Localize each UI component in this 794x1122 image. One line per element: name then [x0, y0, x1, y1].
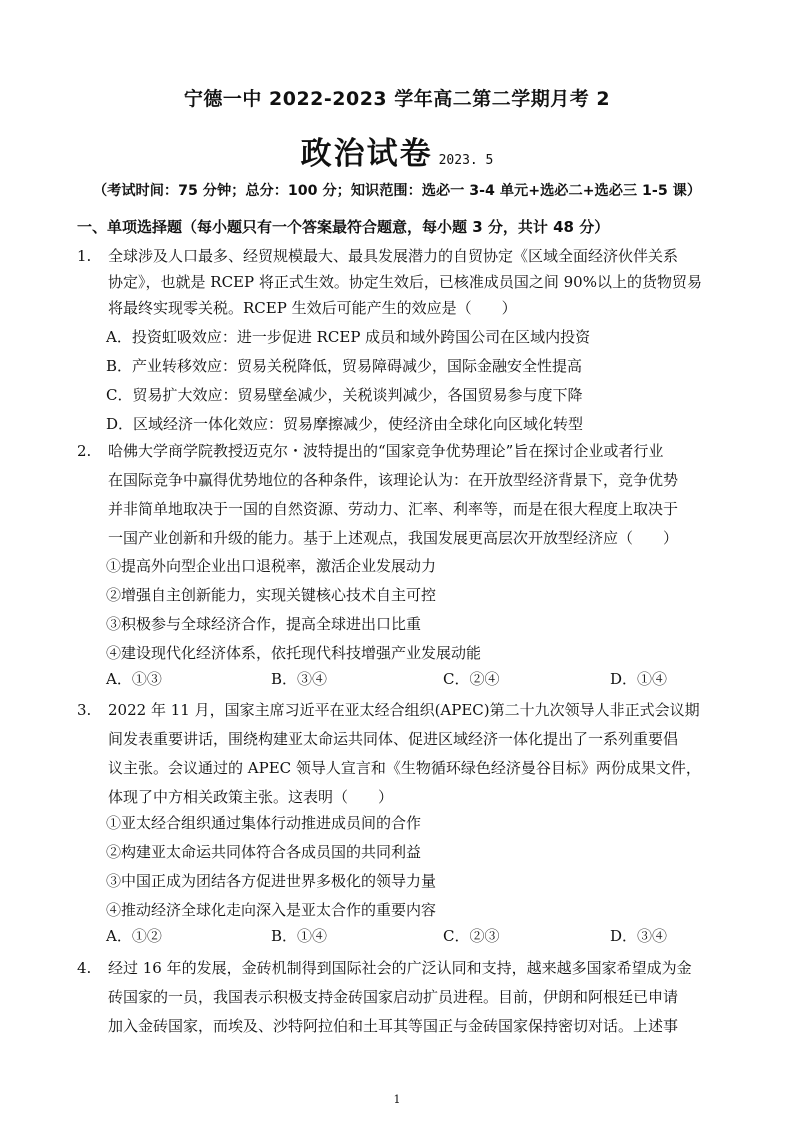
statement-2: ②构建亚太命运共同体符合各成员国的共同利益 — [106, 843, 422, 861]
statement-4: ④推动经济全球化走向深入是亚太合作的重要内容 — [106, 901, 437, 919]
option-c: C．贸易扩大效应：贸易壁垒减少，关税谈判减少，各国贸易参与度下降 — [106, 386, 583, 404]
choice-c: C．②③ — [443, 927, 500, 945]
question-number: 3. — [77, 701, 92, 719]
statement-4: ④建设现代化经济体系，依托现代科技增强产业发展动能 — [106, 644, 482, 662]
question-text-line: 在国际竞争中赢得优势地位的各种条件，该理论认为：在开放型经济背景下，竞争优势 — [108, 471, 679, 489]
statement-3: ③中国正成为团结各方促进世界多极化的领导力量 — [106, 872, 437, 890]
choice-b: B．①④ — [271, 927, 328, 945]
option-d: D．区域经济一体化效应：贸易摩擦减少，使经济由全球化向区域化转型 — [106, 415, 584, 433]
question-number: 1. — [77, 247, 92, 265]
choice-c: C．②④ — [443, 670, 500, 688]
choice-b: B．③④ — [271, 670, 328, 688]
exam-title-school: 宁德一中 2022-2023 学年高二第二学期月考 2 — [183, 88, 611, 110]
question-text-line: 全球涉及人口最多、经贸规模最大、最具发展潜力的自贸协定《区域全面经济伙伴关系 — [108, 247, 679, 265]
question-text-line: 并非简单地取决于一国的自然资源、劳动力、汇率、利率等，而是在很大程度上取决于 — [108, 500, 679, 518]
exam-title — [0, 128, 794, 173]
statement-1: ①提高外向型企业出口退税率，激活企业发展动力 — [106, 557, 437, 575]
exam-subject-title: 政治试卷 — [300, 136, 433, 172]
statement-2: ②增强自主创新能力，实现关键核心技术自主可控 — [106, 586, 437, 604]
question-text-line: 协定》，也就是 RCEP 将正式生效。协定生效后，已核准成员国之间 90%以上的货物贸易 — [108, 273, 702, 291]
question-text-line: 体现了中方相关政策主张。这表明（ ） — [108, 788, 394, 806]
statement-3: ③积极参与全球经济合作，提高全球进出口比重 — [106, 615, 422, 633]
option-b: B．产业转移效应：贸易关税降低，贸易障碍减少，国际金融安全性提高 — [106, 357, 583, 375]
question-text-line: 间发表重要讲话，围绕构建亚太命运共同体、促进区域经济一体化提出了一系列重要倡 — [108, 730, 679, 748]
question-text-line: 经过 16 年的发展，金砖机制得到国际社会的广泛认同和支持，越来越多国家希望成为金 — [108, 959, 692, 977]
question-text-line: 哈佛大学商学院教授迈克尔・波特提出的“国家竞争优势理论”旨在探讨企业或者行业 — [108, 442, 664, 460]
question-text-line: 一国产业创新和升级的能力。基于上述观点，我国发展更高层次开放型经济应（ ） — [108, 529, 679, 547]
choice-a: A．①② — [106, 927, 162, 945]
page-number: 1 — [393, 1093, 401, 1106]
option-a: A．投资虹吸效应：进一步促进 RCEP 成员和域外跨国公司在区域内投资 — [106, 328, 591, 346]
exam-date: 2023. 5 — [438, 153, 494, 168]
section-heading: 一、单项选择题（每小题只有一个答案最符合题意，每小题 3 分，共计 48 分） — [77, 218, 610, 236]
question-text-line: 议主张。会议通过的 APEC 领导人宣言和《生物循环绿色经济曼谷目标》两份成果文件， — [108, 759, 701, 777]
question-text-line: 加入金砖国家，而埃及、沙特阿拉伯和土耳其等国正与金砖国家保持密切对话。上述事 — [108, 1017, 679, 1035]
question-number: 2. — [77, 442, 92, 460]
question-text-line: 2022 年 11 月，国家主席习近平在亚太经合组织(APEC)第二十九次领导人非正式会议期 — [108, 701, 700, 719]
choice-d: D．③④ — [610, 927, 668, 945]
exam-info: （考试时间：75 分钟；总分：100 分；知识范围：选必一 3-4 单元+选必二+选必三 1-5 课） — [92, 183, 702, 199]
choice-a: A．①③ — [106, 670, 162, 688]
choice-d: D．①④ — [610, 670, 668, 688]
question-text-line: 将最终实现零关税。RCEP 生效后可能产生的效应是（ ） — [108, 299, 517, 317]
statement-1: ①亚太经合组织通过集体行动推进成员间的合作 — [106, 814, 422, 832]
question-number: 4. — [77, 959, 92, 977]
question-text-line: 砖国家的一员，我国表示积极支持金砖国家启动扩员进程。目前，伊朗和阿根廷已申请 — [108, 988, 679, 1006]
